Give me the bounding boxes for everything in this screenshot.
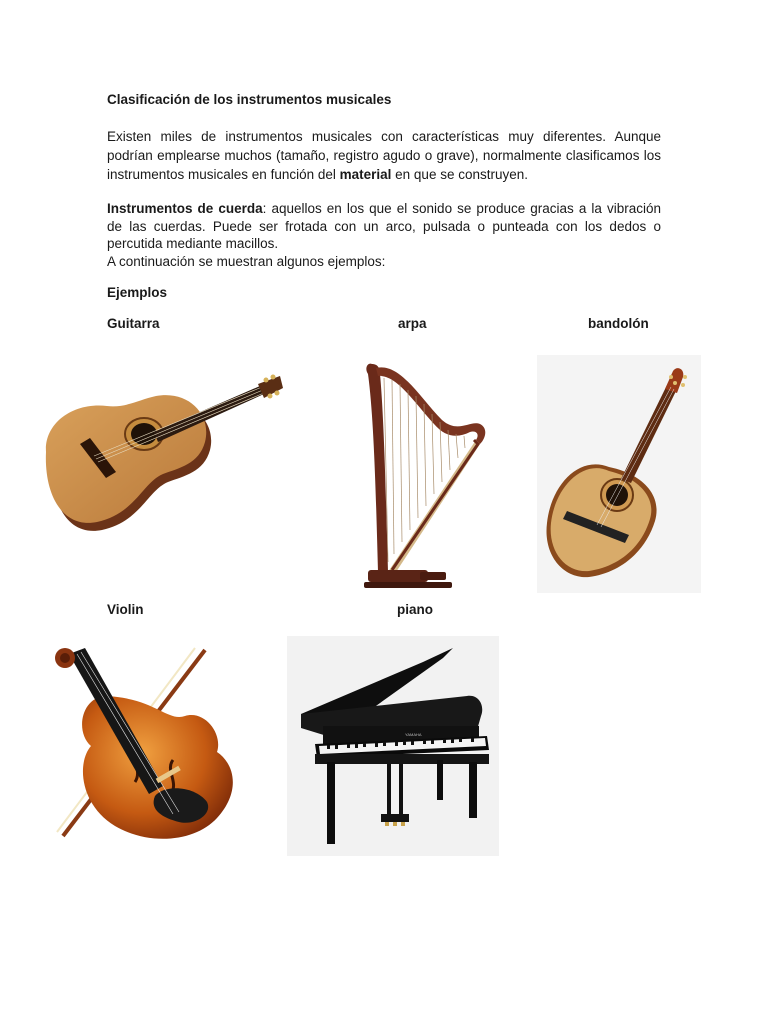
harp-image	[350, 358, 505, 596]
label-arpa: arpa	[398, 316, 427, 331]
piano-image	[287, 636, 499, 856]
document-title: Clasificación de los instrumentos musicales	[107, 92, 392, 107]
label-bandolon: bandolón	[588, 316, 649, 331]
strings-continuation: A continuación se muestran algunos ejemplos:	[107, 253, 386, 269]
bandolon-image	[537, 355, 701, 593]
intro-text-1: Existen miles de instrumentos musicales con características muy diferentes. Aunque podrían emplearse muchos (tamaño, registro agudo o grave), normalmente clasificamos los instrumentos musicales en función del	[107, 129, 661, 182]
examples-heading: Ejemplos	[107, 285, 168, 300]
intro-paragraph	[107, 127, 661, 184]
label-violin: Violin	[107, 602, 144, 617]
label-piano: piano	[397, 602, 433, 617]
label-guitarra: Guitarra	[107, 316, 160, 331]
guitar-image	[42, 372, 284, 537]
violin-image	[45, 636, 245, 858]
piano-brand: YAMAHA	[405, 732, 422, 737]
strings-heading: Instrumentos de cuerda	[107, 201, 263, 216]
strings-text: : aquellos en los que el sonido se produce gracias a la vibración de las cuerdas. Puede ser frotada con un arco, pulsada o punteada con los dedos o percutida mediante macillos.	[107, 201, 661, 251]
intro-text-2: en que se construyen.	[391, 167, 528, 182]
intro-bold-material: material	[339, 167, 392, 182]
strings-paragraph	[107, 200, 661, 270]
